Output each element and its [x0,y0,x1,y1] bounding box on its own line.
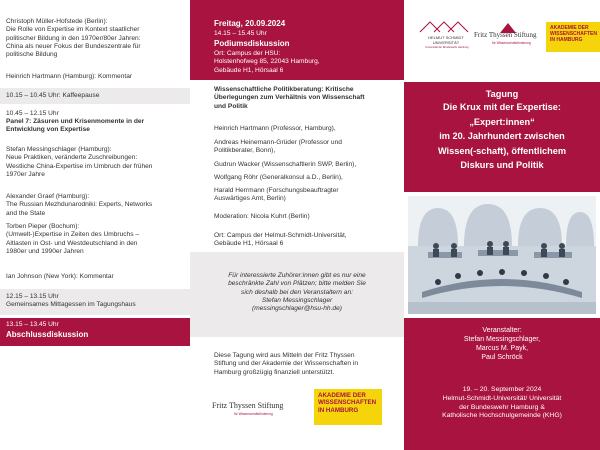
coffee-break: 10.15 – 10.45 Uhr: Kaffeepause [6,92,100,99]
event-date: Freitag, 20.09.2024 [214,19,286,28]
conference-label: Tagung [485,89,519,99]
talk-graef: Alexander Graef (Hamburg): The Russian Mezhdunarodniki: Experts, Networks and the State [6,193,153,217]
talk-messingschlager: Stefan Messingschlager (Hamburg): Neue Praktiken, veränderte Zuschreibungen: Westliche China-Expertise im Umbruch der frühen 1970er Jahre [6,146,153,178]
talk-mueller-hofstede: Christoph Müller-Hofstede (Berlin): Die Rolle von Expertise im Kontext staatlicher politischer Bildung in den 1970er/80er Jahren: China als neuer Fokus der Bundeszentrale für politische Bildung [6,18,141,59]
organizers-block [404,318,600,450]
lunch: 12.15 – 13.15 Uhr Gemeinsames Mittagessen im Tagungshaus [6,293,136,309]
fritz-thyssen-logo-bottom: Fritz Thyssen Stiftung [212,401,284,410]
fritz-thyssen-logo-sub: für Wissenschaftsförderung [234,412,273,416]
ft-logo-mark [500,20,516,30]
funding-note: Diese Tagung wird aus Mitteln der Fritz Thyssen Stiftung und der Akademie der Wissenschaften in Hamburg großzügig finanziell unterstützt. [214,352,359,376]
hsu-logo-text: HELMUT SCHMIDT UNIVERSITÄT [428,35,464,45]
organizers-label: Veranstalter: [482,327,522,334]
hsu-logo-sub: Universität der Bundeswehr Hamburg [425,46,469,49]
comment-johnson: Ian Johnson (New York): Kommentar [6,273,114,280]
panel-7-title: Panel 7: Zäsuren und Krisenmomente in der Entwicklung von Expertise [6,118,145,134]
event-place: Ort: Campus der HSU: Holstenhofweg 85, 22043 Hamburg, Gebäude H1, Hörsaal 6 [214,50,320,74]
conference-dates-place: 19. – 20. September 2024 Helmut-Schmidt-Universität/ Universität der Bundeswehr Hamburg & Katholische Hochschulgemeinde (KHG) [442,386,562,420]
event-type: Podiumsdiskussion [214,39,290,48]
panelist-wacker: Gudrun Wacker (Wissenschaftlerin SWP, Berlin), [214,161,357,168]
talk-pieper: Torben Pieper (Bochum): (Umwelt-)Expertise in Zeiten des Umbruchs – Altlasten in Ost- und Westdeutschland in den 1980er und 1990er Jahren [6,223,140,255]
fritz-thyssen-logo-top: Fritz Thyssen Stiftung [474,31,537,39]
event-time: 14.15 – 15.45 Uhr [214,30,267,37]
moderation: Moderation: Nicola Kuhrt (Berlin) [214,213,310,220]
akademie-logo-bottom: AKADEMIE DER WISSENSCHAFTEN IN HAMBURG [314,389,382,425]
panelist-roehr: Wolfgang Röhr (Generalkonsul a.D., Berlin), [214,174,343,181]
discussion-topic: Wissenschaftliche Politikberatung: Kritische Überlegungen zum Verhältnis von Wissenschaft und Politik [214,86,365,110]
final-discussion-time: 13.15 – 13.45 Uhr [6,321,59,328]
conference-illustration [408,196,596,314]
panelist-herrmann: Harald Herrmann (Forschungsbeauftragter Auswärtiges Amt, Berlin) [214,187,339,203]
registration-note: Für interessierte Zuhörer:innen gibt es nur eine beschränkte Zahl von Plätzen; bitte melden Sie sich deshalb bei den Veranstaltern an: Stefan Messingschlager (messingschlager@hsu-hh.de) [228,272,366,313]
final-discussion-title: Abschlussdiskussion [6,330,89,339]
program-column-middle [190,0,404,450]
fritz-thyssen-logo-top-sub: für Wissenschaftsförderung [492,41,531,45]
comment-hartmann: Heinrich Hartmann (Hamburg): Kommentar [6,73,133,80]
venue: Ort: Campus der Helmut-Schmidt-Universität, Gebäude H1, Hörsaal 6 [214,232,347,248]
organizers-names: Stefan Messingschlager, Marcus M. Payk, Paul Schröck [463,336,541,361]
akademie-logo-top: AKADEMIE DER WISSENSCHAFTEN IN HAMBURG [546,22,600,52]
panel-7-time: 10.45 – 12.15 Uhr [6,110,59,117]
panelist-hartmann: Heinrich Hartmann (Professor, Hamburg), [214,125,336,132]
conference-title-block [404,82,600,192]
hsu-logo-mark [418,20,470,34]
program-column-left [0,0,190,450]
conference-title: Die Krux mit der Expertise: „Expert:innen“ im 20. Jahrhundert zwischen Wissen(-schaft), öffentlichem Diskurs und Politik [437,102,567,170]
panelist-heinemann-grueder: Andreas Heinemann-Grüder (Professor und Politikberater, Bonn), [214,139,342,155]
